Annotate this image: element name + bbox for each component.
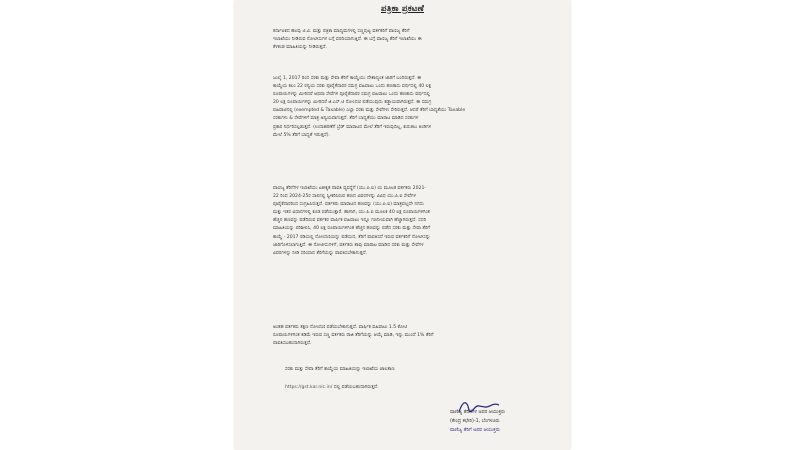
website-line [285, 384, 379, 392]
text-line: ವಾಣಿಜ್ಯ ತೆರಿಗೆಗಳ ಇಲಾಖೆಯು ಏಕೀಕೃತ ಪಾವತಿ ವ್ಯವಸ್ಥೆಗೆ (ಯು.ಪಿ.ಐ) ಯ ಮೂಲಕ ವರ್ತಕರು 2021- [273, 186, 427, 191]
text-line: 22 ರಿಂದ 2024-25ರ ಸಾಲಿನಲ್ಲಿ ಸ್ವೀಕರಿಸಿರುವ ಹಣದ ವಿವರಗಳನ್ನು ವಿವಿಧ ಯು.ಪಿ.ಐ ಸೇವೆಗಳ [273, 194, 416, 200]
text-line: ಸರಕುಗಳು & ಸೇವೆಗಳಿಗೆ ಮಾತ್ರ ಅನ್ವಯವಾಗುತ್ತದೆ. ತೆರಿಗೆ ಬಾಧ್ಯತೆಯು ಮಾರಾಟ ಮಾಡಿದ ಸರಕುಗಳ [273, 116, 419, 122]
text-line: ವಿವರಗಳನ್ನು ನೀಡಿ ಸರಿಯಾದ ತೆರಿಗೆಯನ್ನು ಪಾವತಿಸಬೇಕಾಗುತ್ತದೆ. [273, 250, 368, 256]
text-line: ಕರ್ನಾಟಕದ ಹಲವು ಟಿ.ವಿ. ಮತ್ತು ಪತ್ರಿಕಾ ಮಾಧ್ಯಮಗಳಲ್ಲಿ ಸಣ್ಣಪುಟ್ಟ ವರ್ತಕರಿಗೆ ವಾಣಿಜ್ಯ ತೆರಿಗೆ [273, 29, 410, 34]
document-page [235, 0, 570, 450]
text-line: ಮತ್ತು ಇತರ ವಿಧಾನಗಳಲ್ಲಿ ಕೂಡ ಪಡೆಯುತ್ತಾರೆ. ಹಾಗಾಗಿ, ಯು.ಪಿ.ಐ ಮೂಲಕ 40 ಲಕ್ಷ ರೂಪಾಯಿಗಳಿಗಿಂತ [273, 210, 430, 216]
text-line: ಪ್ರಕಾರ ನಿರ್ಧರಿಸಲ್ಪಡುತ್ತದೆ. (ಉದಾಹರಣೆಗೆ ಬ್ರೆಡ್ ಮಾರಾಟದ ಮೇಲೆ ತೆರಿಗೆ ಇರುವುದಿಲ್ಲ, ಕುರುಕಲು ತಿಂಡಿಗಳ [273, 124, 432, 130]
text-line: ಕೆಳಕಂಡ ಮಾಹಿತಿಯನ್ನು ನೀಡಿರುತ್ತದೆ. [273, 45, 327, 51]
office-seal-text: ವಾಣಿಜ್ಯ ತೆರಿಗೆ ಅಪರ ಆಯುಕ್ತರು [450, 428, 500, 433]
text-line: ಹೆಚ್ಚಿನ ಹಣವನ್ನು ಪಡೆದಿರುವ ವರ್ತಕರ ವಾರ್ಷಿಕ ವಹಿವಾಟು ಇನ್ನೂ ಗಣನೀಯವಾಗಿ ಹೆಚ್ಚಾಗಿರುತ್ತದೆ. ಸದರಿ [273, 218, 427, 224]
paragraph-gst-law [273, 75, 536, 140]
text-line: ಜಾರಿಗೊಳಿಸಲಾಗುತ್ತಿದೆ. ಈ ನೋಟೀಸುಗಳಿಗೆ, ವರ್ತಕರು ತಾವು ಮಾರಾಟ ಮಾಡಿದ ಸರಕು ಮತ್ತು ಸೇವೆಗಳ [273, 242, 424, 248]
paragraph-intro [273, 28, 536, 52]
text-line: ವಹಿವಾಟಿನಲ್ಲಿ (exempted & Taxable) ಎಲ್ಲಾ ಸರಕು ಮತ್ತು ಸೇವೆಗಳು ಸೇರಿರುತ್ತದೆ. ಆದರೆ ತೆರಿಗೆ ಬಾಧ್ಯತೆಯು Taxable [273, 108, 466, 114]
text-line: ಅಂತಹ ವರ್ತಕರು ತಕ್ಷಣ ನೋಂದಣಿ ಪಡೆಯಬೇಕಾಗುತ್ತದೆ. ವಾರ್ಷಿಕ ವಹಿವಾಟು 1.5 ಕೋಟಿ [273, 325, 408, 330]
text-line: ಕಾಯ್ದೆ - 2017 ರಡಿಯಲ್ಲಿ ನೋಂದಣಿಯನ್ನು ಪಡೆಯದ, ತೆರಿಗೆ ಪಾವತಿಸದೆ ಇರುವ ವರ್ತಕರಿಗೆ ನೋಟೀಸನ್ನು [273, 234, 431, 240]
website-suffix: ದಲ್ಲಿ ಪಡೆಯಬಹುದಾಗಿರುತ್ತದೆ. [332, 385, 379, 390]
text-line: ಪೂರೈಕೆದಾರರಿಂದ ಸಂಗ್ರಹಿಸಿರುತ್ತದೆ. ವರ್ತಕರು ಮಾರಾಟದ ಹಣವನ್ನು (ಯು.ಪಿ.ಐ) ಮಾತ್ರವಲ್ಲದೇ ನಗದು [273, 202, 424, 208]
paragraph-upi [273, 185, 536, 258]
page-title: ಪತ್ರಿಕಾ ಪ್ರಕಟಣೆ [380, 4, 425, 14]
website-link[interactable]: https://gst.kar.nic.in/ [285, 385, 333, 390]
text-line: ಇಲಾಖೆಯು ನೀಡಿರುವ ನೋಟೀಸುಗಳ ಬಗ್ಗೆ ವರದಿಯಾಗುತ್ತಿದೆ. ಈ ಬಗ್ಗೆ ವಾಣಿಜ್ಯ ತೆರಿಗೆ ಇಲಾಖೆಯು ಈ [273, 37, 422, 43]
text-line: 20 ಲಕ್ಷ ರೂಪಾಯಿಗಳನ್ನು ಮೀರಿದರೆ ಜಿ.ಎಸ್.ಟಿ ನೋಂದಣಿ ಪಡೆಯುವುದು ಕಡ್ಡಾಯವಾಗಿರುತ್ತದೆ. ಈ ಸಮಗ್ರ [273, 100, 432, 106]
text-line: ಪಾವತಿಸಬಹುದಾಗಿರುತ್ತದೆ. [273, 341, 312, 347]
signature-block [450, 408, 505, 435]
paragraph-registration [273, 324, 536, 348]
website-info-text: ಸರಕು ಮತ್ತು ಸೇವಾ ತೆರಿಗೆ ಕಾಯ್ದೆಯ ಮಾಹಿತಿಯನ್ನು ಇಲಾಖೆಯ ಜಾಲತಾಣ [285, 367, 395, 372]
text-line: ಕಾಯ್ದೆಯ ಕಲಂ 22 ರನ್ವಯ ಸರಕು ಪೂರೈಕೆದಾರರ ಸಮಗ್ರ ವಹಿವಾಟು ಒಂದು ಹಣಕಾಸು ವರ್ಷದಲ್ಲಿ 40 ಲಕ್ಷ [273, 84, 432, 90]
signatory-office: (ಕೇಂದ್ರ ಕಛೇರಿ)-1, ಬೆಂಗಳೂರು [450, 419, 500, 424]
text-line: ಮಾಹಿತಿಯನ್ನು ಪರಿಶೀಲಿಸಿ, 40 ಲಕ್ಷ ರೂಪಾಯಿಗಳಿಗಿಂತ ಹೆಚ್ಚಿನ ಹಣವನ್ನು ಪಡೆದ ಸರಕು ಮತ್ತು ಸೇವಾ ತೆರಿಗೆ [273, 226, 431, 232]
text-line: ರೂಪಾಯಿಗಳಿಗಿಂತ ಕಡಿಮೆ ಇರುವ ಸಣ್ಣ ವರ್ತಕರು ರಾಜಿ ತೆರಿಗೆಯನ್ನು ಆಯ್ಕೆ ಮಾಡಿ, ಇನ್ನು ಮುಂದೆ 1% ತೆರಿಗೆ [273, 333, 434, 339]
text-line: ರೂಪಾಯಿಗಳನ್ನು ಮೀರಿದರೆ ಅಥವಾ ಸೇವೆಗಳ ಪೂರೈಕೆದಾರರ ಸಮಗ್ರ ವಹಿವಾಟು ಒಂದು ಹಣಕಾಸು ವರ್ಷದಲ್ಲಿ [273, 92, 431, 98]
text-line: ಜುಲೈ 1, 2017 ರಿಂದ ಸರಕು ಮತ್ತು ಸೇವಾ ತೆರಿಗೆ ಕಾಯ್ದೆಯು ದೇಶಾದ್ಯಂತ ಜಾರಿಗೆ ಬಂದಿರುತ್ತದೆ. ಈ [273, 76, 422, 81]
signatory-title: ವಾಣಿಜ್ಯ ತೆರಿಗೆಗಳ ಅಪರ ಆಯುಕ್ತರು [450, 410, 506, 415]
text-line: ಮೇಲೆ 5% ತೆರಿಗೆ ಬಾಧ್ಯತೆ ಇರುತ್ತದೆ). [273, 132, 330, 138]
